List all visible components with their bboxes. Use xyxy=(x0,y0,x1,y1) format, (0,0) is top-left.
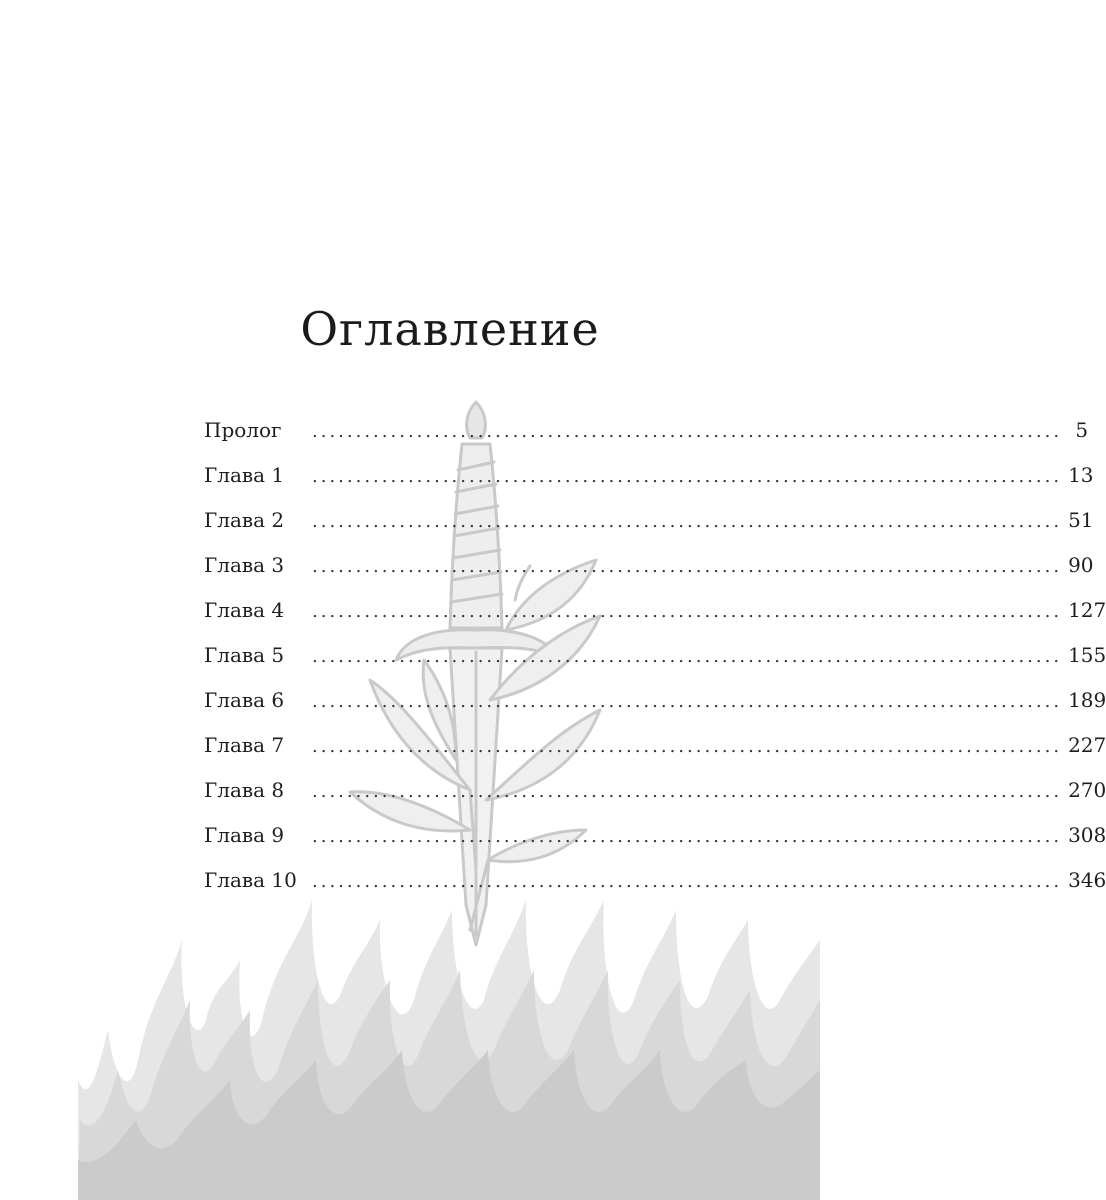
toc-row-chapter-5[interactable] xyxy=(204,643,1106,688)
toc-page-number: 227 xyxy=(1068,733,1106,757)
toc-entry-label: Глава 1 xyxy=(204,463,285,487)
toc-row-chapter-7[interactable] xyxy=(204,733,1106,778)
toc-page-number: 90 xyxy=(1068,553,1094,577)
toc-row-chapter-8[interactable] xyxy=(204,778,1106,823)
toc-row-chapter-4[interactable] xyxy=(204,598,1106,643)
toc-entry-label: Глава 4 xyxy=(204,598,285,622)
toc-page-number: 189 xyxy=(1068,688,1106,712)
toc-row-prologue[interactable] xyxy=(204,418,1089,463)
leader-dots: ...................................................................................... xyxy=(312,646,1063,667)
toc-entry-label: Глава 2 xyxy=(204,508,285,532)
toc-row-chapter-6[interactable] xyxy=(204,688,1106,733)
leader-dots: ...................................................................................... xyxy=(312,511,1063,532)
leader-dots: ...................................................................................... xyxy=(312,466,1063,487)
toc-row-chapter-2[interactable] xyxy=(204,508,1094,553)
leader-dots: ...................................................................................... xyxy=(312,601,1063,622)
toc-entry-label: Глава 6 xyxy=(204,688,285,712)
toc-page-number: 51 xyxy=(1068,508,1094,532)
leader-dots: ...................................................................................... xyxy=(312,691,1063,712)
leader-dots: ...................................................................................... xyxy=(312,421,1063,442)
toc-row-chapter-1[interactable] xyxy=(204,463,1094,508)
toc-entry-label: Глава 9 xyxy=(204,823,285,847)
toc-row-chapter-3[interactable] xyxy=(204,553,1094,598)
leader-dots: ...................................................................................... xyxy=(312,871,1063,892)
toc-row-chapter-9[interactable] xyxy=(204,823,1106,868)
toc-page-number: 127 xyxy=(1068,598,1106,622)
toc-entry-label: Глава 7 xyxy=(204,733,285,757)
leader-dots: ...................................................................................... xyxy=(312,556,1063,577)
toc-page-number: 155 xyxy=(1068,643,1106,667)
toc-entry-label: Пролог xyxy=(204,418,282,442)
toc-page-number: 346 xyxy=(1068,868,1106,892)
toc-entry-label: Глава 3 xyxy=(204,553,285,577)
toc-page-number: 5 xyxy=(1075,418,1089,442)
toc-page-number: 308 xyxy=(1068,823,1106,847)
table-of-contents xyxy=(204,418,1106,913)
toc-entry-label: Глава 10 xyxy=(204,868,297,892)
toc-page-number: 270 xyxy=(1068,778,1106,802)
toc-page-number: 13 xyxy=(1068,463,1094,487)
page-title: Оглавление xyxy=(300,302,600,356)
leader-dots: ...................................................................................... xyxy=(312,736,1063,757)
toc-entry-label: Глава 8 xyxy=(204,778,285,802)
flames-illustration xyxy=(78,900,820,1200)
leader-dots: ...................................................................................... xyxy=(312,781,1063,802)
leader-dots: ...................................................................................... xyxy=(312,826,1063,847)
toc-row-chapter-10[interactable] xyxy=(204,868,1106,913)
toc-entry-label: Глава 5 xyxy=(204,643,285,667)
